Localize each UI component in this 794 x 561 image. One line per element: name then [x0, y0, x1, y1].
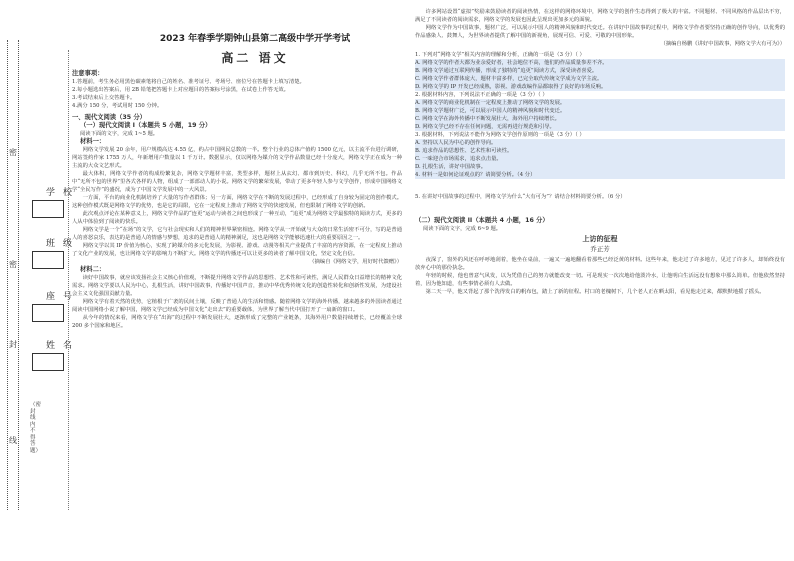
material-label: 材料二：: [80, 266, 106, 273]
option[interactable]: B. 网络文学通过互联网传播，形成了独特的“追更”阅读方式，深受读者喜爱。: [415, 67, 785, 75]
option[interactable]: D. 扎根生活，讲好中国故事。: [415, 163, 785, 171]
seal-mark: 密: [9, 260, 17, 269]
seal-mark: 封: [9, 340, 17, 349]
note-item: 2.每小题选出答案后，用 2B 铅笔把答题卡上对应题目的答案标号涂黑，在试卷上作答无效。: [72, 87, 289, 93]
paragraph: 从今年的情况来看，网络文学在“出海”的过程中不断发展壮大，逐渐形成了完整的产业链条，其海外用户数量持续增长，已经覆盖全球 200 多个国家和地区。: [72, 315, 402, 329]
right-column: [415, 8, 785, 296]
paragraph: 网络文学是一个“在场”的文学，它与社会现实和人们的精神世界紧密相连。网络文学从一开始就与大众的日常生活密不可分，写的是普通人的喜怒哀乐，表达的是普通人的情感与梦想，追求的是普通人的精神满足，这也是网络文学能够迅速壮大的重要原因之一。: [72, 227, 402, 241]
question-stem: 5. 在讲好中国故事的过程中，网络文学为什么“大有可为”？请结合材料简要分析。（6 分）: [415, 194, 626, 200]
paragraph: 此次观点评论在某种意义上，网络文学作品的“连更”运动与读者之间也形成了一种互动，“追更”成为网络文学最独特的阅读方式，更多的人从中体验到了阅读的快乐。: [72, 211, 402, 225]
question-stem: 1. 下列对“网络文学”相关内容的理解和分析，正确的一项是（3 分）（ ）: [415, 52, 585, 58]
seal-mark: 线: [9, 436, 17, 445]
paragraph: 网络文学以其 IP 价值为核心，实现了跨媒介的多元化发展，为影视、游戏、动漫等相关产业提供了丰富的内容资源，在一定程度上推动了文化产业的发展，也让网络文学的影响力不断扩大。网络文学的传播还可以让更多的读者了解中国文化，坚定文化自信。: [72, 243, 402, 257]
subsection-title: （一）现代文阅读 I（本题共 5 小题，19 分）: [80, 122, 212, 129]
seal-note: （密封线内不得答题）: [30, 402, 42, 454]
note-item: 3.考试结束后上交答题卡。: [72, 95, 136, 101]
class-label: 班级: [46, 239, 81, 249]
paragraph: 读好中国故事，就应该发扬社会主义核心价值观，不断提升网络文学作品的思想性、艺术性和可读性，满足人民群众日益增长的精神文化需求。网络文学要以人民为中心，扎根生活，讲好中国故事，传播好中国声音，推动中华优秀传统文化的创造性转化和创新性发展，为建设社会主义文化强国贡献力量。: [72, 275, 402, 297]
option[interactable]: A. 坚持以人民为中心的创作导向。: [415, 139, 785, 147]
paragraph: 许多网站设置“虚拟”奖励来鼓励读者的阅读热情，在这样的网络环境中，网络文学的创作生态得到了极大的丰富。不同题材、不同风格的作品层出不穷，满足了不同读者的阅读需求，网络文学的发展也因此呈现出更加多元的面貌。: [415, 9, 785, 23]
paragraph: 网络文学发展 20 余年，用户规模高达 4.55 亿，约占中国网民总数的一半。整个行业的总体产值约 1500 亿元，以主流平台进行调研，网站签约作家 1755 万人，年新增用户数量以 1 千万计。数据显示，仅以网络为媒介的文学作品数量已经十分庞大，网络文学正在成为一种主流的大众文艺形式。: [72, 147, 402, 169]
paragraph: 一方面，平台的商业化机制培养了大量的写作者群体；另一方面，网络文学在不断的发展过程中，已经形成了自身较为固定的创作模式。这种创作模式既是网络文学的优势，也是它的局限，它在一定程度上推动了网络文学的快速发展，但也限制了网络文学的创新。: [72, 195, 402, 209]
seal-mark: 密: [9, 148, 17, 157]
option[interactable]: A. 网络文学的作者大都为业余爱好者，社会地位不高，他们的作品质量参差不齐。: [415, 59, 785, 67]
instruction: 阅读下面的文字，完成 1~5 题。: [80, 131, 159, 137]
section-title: 一、现代文阅读（35 分）: [72, 114, 146, 121]
paragraph: 第二天一早，他又背起了那个洗得发白的帆布包，踏上了新的征程。村口的老槐树下，几个老人正在晒太阳，看见他走过来，都默默地摇了摇头。: [425, 289, 765, 295]
source-note: （摘编自杨鹏《讲好中国故事，网络文学大有可为》）: [660, 41, 785, 47]
school-field[interactable]: [32, 200, 64, 218]
name-field[interactable]: [32, 353, 64, 371]
name-label: 姓名: [46, 341, 81, 351]
material-label: 材料一：: [80, 138, 106, 145]
notes-heading: 注意事项：: [72, 70, 104, 77]
option[interactable]: D. 网络文学的 IP 开发已经成熟，影视、游戏改编作品都取得了良好的市场反响。: [415, 83, 785, 91]
option[interactable]: A. 网络文学的商业化机制在一定程度上推动了网络文学的发展。: [415, 99, 785, 107]
option[interactable]: C. 网络文学作者群体庞大，题材丰富多样，已完全取代传统文学成为文学主流。: [415, 75, 785, 83]
note-item: 4.满分 150 分，考试用时 150 分钟。: [72, 103, 163, 109]
option[interactable]: B. 网络文学题材广泛，可以展示中国人的精神风貌和时代变迁。: [415, 107, 785, 115]
subsection-title: （二）现代文阅读 II（本题共 4 小题，16 分）: [415, 217, 549, 224]
paragraph: 网络文学有着天然的优势，它植根于广袤的民间土壤，反映了普通人的生活和情感。随着网络文学的海外传播，越来越多的外国读者通过阅读中国网络小说了解中国，网络文学已经成为中国文化“走出去”的重要载体，为世界了解当代中国打开了一扇新的窗口。: [72, 299, 402, 313]
class-field[interactable]: [32, 251, 64, 269]
option[interactable]: C. 网络文学在海外传播中不断发展壮大，海外用户持续增长。: [415, 115, 785, 123]
left-column: [72, 70, 402, 330]
option[interactable]: C. 一味迎合市场需求，追求点击量。: [415, 155, 785, 163]
paragraph: 夜深了，窗外的风还在呼呼地刮着，他坐在桌前，一遍又一遍地翻看着那些已经泛黄的材料。这些年来，他走过了许多地方，见过了许多人，却始终没有放弃心中的那份执念。: [415, 257, 785, 271]
note-item: 1.答题前，考生务必用黑色碳素笔将自己的姓名、准考证号、考场号、座位号在答题卡上填写清楚。: [72, 79, 305, 85]
paragraph: 最大体积，网络文学作者的构成纷繁复杂，网络文学题材丰富，类型多样，题材上从玄幻、都市到历史、科幻，几乎无所不包。作品中“无所不包的世界”里各式各样的人物，组成了一部部动人的小说。网络文学的繁荣发展，带动了更多年轻人参与文学创作，形成中国网络文学“全民写作”的盛况，成为了中国文学发展中的一大风景。: [72, 171, 402, 193]
source-note: （摘编自《网络文学，用好时代馈赠》）: [309, 259, 402, 265]
seat-label: 座号: [46, 292, 81, 302]
perforation-line: [18, 40, 19, 510]
option[interactable]: B. 追求作品的思想性、艺术性和可读性。: [415, 147, 785, 155]
question-stem: 4. 材料一是如何论证观点的？请简要分析。（4 分）: [415, 171, 785, 179]
subject-title: 高二 语文: [221, 51, 289, 65]
paragraph: 网络文学作为中国故事，题材广泛，可以展示中国人的精神风貌和时代变迁。在讲好中国故事的过程中，网络文学作者要坚持正确的创作导向，以优秀的作品感染人、鼓舞人，为世界读者提供了解中国的新视角，展现可信、可爱、可敬的中国形象。: [415, 25, 785, 39]
question-stem: 2. 根据材料内容，下列说法不正确的一项是（3 分）（ ）: [415, 92, 548, 98]
school-label: 学校: [46, 188, 81, 198]
question-stem: 3. 根据材料，下列说法不能作为网络文学创作原则的一项是（3 分）（ ）: [415, 132, 585, 138]
article-author: 乔正芳: [590, 245, 610, 253]
seal-line: [68, 50, 69, 510]
paragraph: 年轻的时候，他也曾意气风发，以为凭借自己的努力就能改变一切。可是现实一次次地给他泼冷水，让他明白生活远没有想象中那么简单。但他依然坚持着，因为他知道，有些事情必须有人去做。: [415, 273, 785, 287]
option[interactable]: D. 网络文学已经不存在任何问题，无需再进行规范和引导。: [415, 123, 785, 131]
exam-title: 2023 年春季学期钟山县第二高级中学开学考试: [159, 34, 351, 44]
article-title: 上访的征程: [582, 234, 618, 243]
seat-field[interactable]: [32, 304, 64, 322]
instruction: 阅读下面的文字，完成 6~9 题。: [423, 226, 502, 232]
